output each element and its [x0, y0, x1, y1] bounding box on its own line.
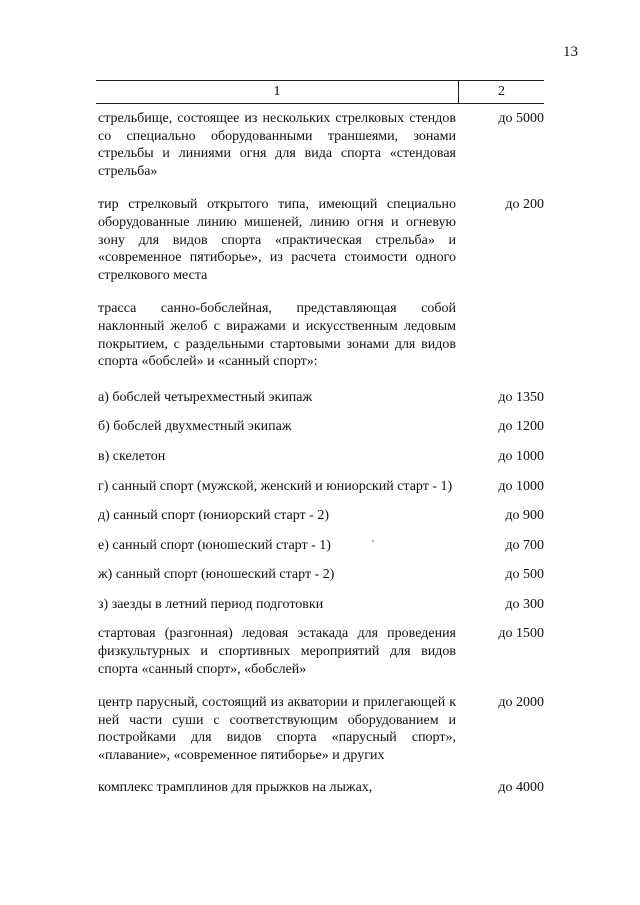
table-row — [98, 779, 546, 797]
row-value: до 300 — [505, 596, 544, 612]
row-value: до 1500 — [498, 626, 544, 642]
row-value: до 200 — [505, 197, 544, 213]
table-row — [98, 694, 546, 764]
row-value: до 1000 — [498, 448, 544, 464]
table-row — [98, 448, 546, 466]
column-header-2: 2 — [498, 84, 505, 99]
row-value: до 1000 — [498, 478, 544, 494]
row-description: центр парусный, состоящий из акватории и прилегающей к ней части суши с соответствующим оборудованием и постройками для видов спорта «парусный спорт», «плавание», «современное пятиборье» и других — [98, 695, 456, 764]
table-row — [98, 300, 546, 370]
row-value: до 5000 — [498, 111, 544, 126]
row-description: тир стрелковый открытого типа, имеющий специально оборудованные линию мишеней, линию огня и огневую зону для видов спорта «практическая стрельба» и «современное пятиборье», из расчета стоимости одного стрелкового места — [98, 197, 456, 283]
table-row — [98, 478, 546, 496]
row-description: ж) санный спорт (юношеский старт - 2) — [98, 567, 335, 583]
row-description: е) санный спорт (юношеский старт - 1) — [98, 537, 331, 553]
table-row — [98, 625, 546, 678]
row-description: г) санный спорт (мужской, женский и юниорский старт - 1) — [98, 478, 453, 494]
scan-speck — [372, 540, 374, 542]
row-description: комплекс трамплинов для прыжков на лыжах, — [98, 779, 373, 795]
row-description: з) заезды в летний период подготовки — [98, 596, 324, 612]
row-value: до 1350 — [498, 389, 544, 405]
row-value: до 500 — [505, 567, 544, 583]
table-header — [96, 80, 544, 104]
row-description: стрельбище, состоящее из нескольких стрелковых стендов со специально оборудованными траншеями, зонами стрельбы и линиями огня для вида спорта «стендовая стрельба» — [98, 111, 456, 179]
row-description: в) скелетон — [98, 448, 166, 464]
row-description: б) бобслей двухместный экипаж — [98, 419, 292, 435]
row-description: стартовая (разгонная) ледовая эстакада для проведения физкультурных и спортивных мероприятий для видов спорта «санный спорт», «бобслей» — [98, 626, 456, 677]
row-value: до 2000 — [498, 695, 544, 711]
row-description: д) санный спорт (юниорский старт - 2) — [98, 508, 329, 524]
table-row — [98, 596, 546, 614]
row-description: трасса санно-бобслейная, представляющая собой наклонный желоб с виражами и искусственным ледовым покрытием, с раздельными стартовыми зонами для видов спорта «бобслей» и «санный спорт»: — [98, 301, 456, 370]
table-row — [98, 537, 546, 555]
row-value: до 900 — [505, 508, 544, 524]
row-value: до 1200 — [498, 419, 544, 435]
column-header-1: 1 — [96, 81, 459, 103]
table-row — [98, 566, 546, 584]
table-row — [98, 110, 546, 180]
table-row — [98, 196, 546, 284]
table-row — [98, 418, 546, 436]
table-row — [98, 507, 546, 525]
page-number: 13 — [563, 44, 578, 60]
table-body — [98, 110, 546, 796]
row-description: а) бобслей четырехместный экипаж — [98, 389, 313, 405]
table-row — [98, 389, 546, 407]
row-value: до 700 — [505, 537, 544, 553]
row-value: до 4000 — [498, 779, 544, 795]
